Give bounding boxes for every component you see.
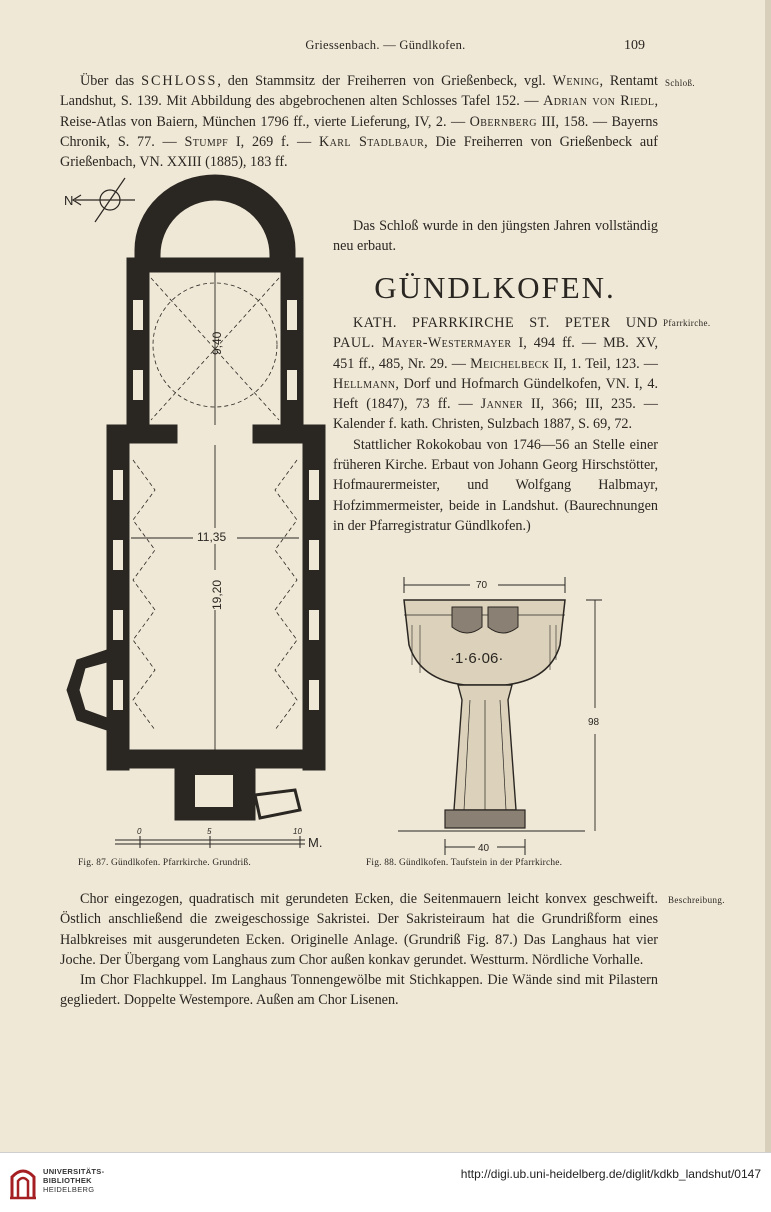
margin-note-beschreibung: Beschreibung. bbox=[668, 895, 725, 905]
north-label: N bbox=[64, 193, 74, 208]
scale-bar bbox=[115, 836, 305, 848]
margin-note-pfarrkirche: Pfarrkirche. bbox=[663, 318, 711, 328]
description-paragraph-1: Chor eingezogen, quadratisch mit gerundeten Ecken, die Seitenmauern leicht konvex geschweift. Östlich anschließend die zweigeschossige Sakristei. Der Sakristeiraum hat die Grundrißform eines Halbkreises mit ausgerundeten Ecken. Originelle Anlage. (Grundriß Fig. 87.) Das Langhaus hat vier Joche. Der Übergang vom Langhaus zum Chor außen konkav gerundet. Westturm. Nördliche Vorhalle. bbox=[60, 891, 658, 968]
choir-wall-left bbox=[127, 265, 149, 440]
church-paragraph: KATH. PFARRKIRCHE ST. PETER UND PAUL. Mayer-Westermayer I, 494 ff. — MB. XV, 451 ff., 485, Nr. 29. — Meichelbeck II, 1. Teil, 123. — Hellmann, Dorf und Hofmarch Gündelkofen, VN. I, 4. Heft (1847), 73 ff. — Janner II, 366; III, 235. — Kalender f. kath. Christen, Sulzbach 1887, S. 69, 72. Stattlicher Rokokobau von 1746—56 an Stelle einer früheren Kirche. Erbaut von Johann Georg Hirschstötter, Hofmaurermeister, und Wolfgang Halbmayr, Hofzimmermeister, beide in Landshut. (Baurechnungen in der Pfarregistratur Gündlkofen.) bbox=[333, 315, 659, 534]
nave-east-right bbox=[281, 425, 325, 441]
north-arrow-icon bbox=[73, 178, 135, 222]
scale-label-5: 5 bbox=[207, 827, 212, 836]
page-edge bbox=[765, 0, 771, 1152]
dim-nave-label: 19,20 bbox=[210, 579, 224, 610]
page-number: 109 bbox=[624, 38, 645, 53]
schloss-word: SCHLOSS bbox=[141, 73, 218, 89]
schloss-rebuilt-paragraph: Das Schloß wurde in den jüngsten Jahren vollständig neu erbaut. bbox=[333, 218, 658, 255]
scale-unit: M. bbox=[308, 835, 323, 850]
section-heading: GÜNDLKOFEN. bbox=[374, 270, 616, 305]
figure-87-caption: Fig. 87. Gündlkofen. Pfarrkirche. Grundriß. bbox=[78, 858, 251, 868]
dim-top-label: 70 bbox=[476, 580, 488, 591]
description-paragraph-2: Im Chor Flachkuppel. Im Langhaus Tonnengewölbe mit Stichkappen. Die Wände sind mit Pilastern gegliedert. Doppelte Westempore. Außen am Chor Lisenen. bbox=[60, 972, 658, 1009]
figure-88-caption: Fig. 88. Gündlkofen. Taufstein in der Pfarrkirche. bbox=[366, 858, 563, 868]
sacristy-apse bbox=[135, 175, 295, 265]
running-header bbox=[0, 38, 771, 58]
description-paragraphs bbox=[60, 889, 658, 1011]
dim-choir-label: 9,40 bbox=[210, 331, 224, 355]
scale-label-0: 0 bbox=[137, 827, 142, 836]
choir-wall-right bbox=[281, 265, 303, 440]
font-bowl bbox=[404, 600, 565, 685]
figure-88-baptismal-font bbox=[390, 565, 640, 855]
font-base bbox=[445, 810, 525, 828]
margin-note-schloss: Schloß. bbox=[665, 78, 696, 88]
digitization-footer bbox=[0, 1152, 771, 1212]
dim-width-label: 11,35 bbox=[197, 530, 227, 544]
running-title: Griessenbach. — Gündlkofen. bbox=[305, 38, 466, 52]
year-inscription: ·1·6·06· bbox=[450, 650, 504, 667]
figure-87-floor-plan bbox=[55, 170, 355, 850]
north-porch bbox=[67, 650, 107, 730]
dim-height-label: 98 bbox=[588, 717, 600, 728]
dim-base-label: 40 bbox=[478, 843, 490, 854]
nave-east-left bbox=[107, 425, 149, 441]
choir-east-wall bbox=[127, 258, 303, 272]
source-url-link[interactable]: http://digi.ub.uni-heidelberg.de/diglit/kdkb_landshut/0147 bbox=[460, 1167, 761, 1181]
university-library-logo-icon bbox=[8, 1163, 38, 1201]
library-name: UNIVERSITÄTS- BIBLIOTHEK HEIDELBERG bbox=[43, 1167, 105, 1194]
schloss-paragraph: Über das SCHLOSS, den Stammsitz der Freiherren von Grießenbeck, vgl. Wening, Rentamt Landshut, S. 139. Mit Abbildung des abgebrochenen alten Schlosses Tafel 152. — Adrian von Riedl, Reise-Atlas von Baiern, München 1796 ff., vierte Lieferung, IV, 2. — Obernberg III, 158. — Bayerns Chronik, S. 77. — Stumpf I, 269 f. — Karl Stadlbaur, Die Freiherren von Grießenbeck auf Grießenbach, VN. XXIII (1885), 183 ff. bbox=[60, 73, 658, 171]
scale-label-10: 10 bbox=[293, 827, 302, 836]
